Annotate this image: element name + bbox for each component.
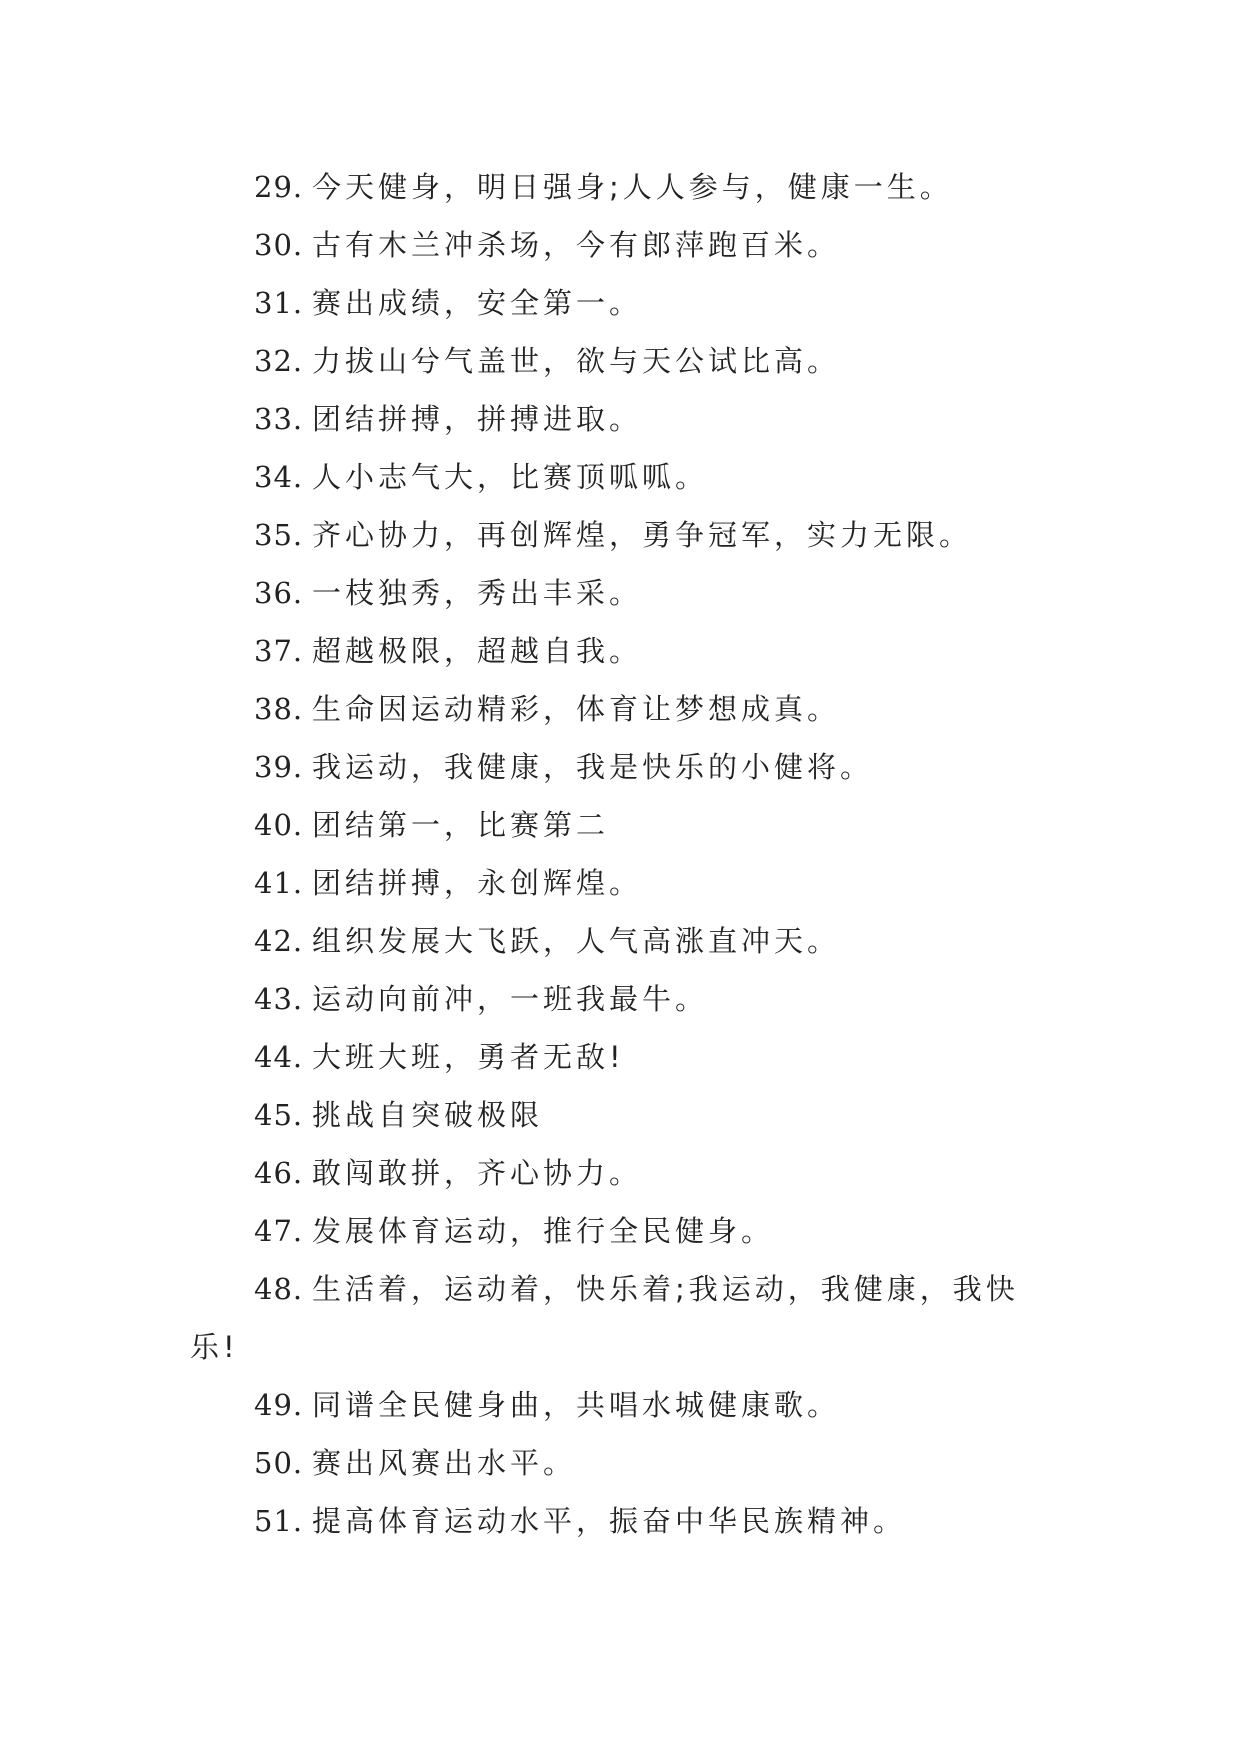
item-number: 36.	[254, 576, 304, 610]
list-item	[190, 1202, 1050, 1260]
item-text: 今天健身，明日强身;人人参与，健康一生。	[312, 170, 953, 204]
item-number: 30.	[254, 228, 304, 262]
item-text: 提高体育运动水平，振奋中华民族精神。	[312, 1504, 907, 1538]
item-text: 大班大班，勇者无敌!	[312, 1040, 625, 1074]
item-text: 赛出成绩，安全第一。	[312, 286, 643, 320]
slogan-list	[190, 158, 1050, 1550]
item-text: 同谱全民健身曲，共唱水城健康歌。	[312, 1388, 841, 1422]
item-text: 运动向前冲，一班我最牛。	[312, 982, 709, 1016]
item-number: 31.	[254, 286, 304, 320]
item-text: 组织发展大飞跃，人气高涨直冲天。	[312, 924, 841, 958]
item-text: 团结拼搏，拼搏进取。	[312, 402, 643, 436]
item-number: 44.	[254, 1040, 304, 1074]
item-number: 34.	[254, 460, 304, 494]
item-text: 团结第一，比赛第二	[312, 808, 610, 842]
item-text: 齐心协力，再创辉煌，勇争冠军，实力无限。	[312, 518, 973, 552]
item-number: 47.	[254, 1214, 304, 1248]
item-text: 力拔山兮气盖世，欲与天公试比高。	[312, 344, 841, 378]
item-number: 41.	[254, 866, 304, 900]
item-number: 46.	[254, 1156, 304, 1190]
list-item	[190, 158, 1050, 216]
item-text: 发展体育运动，推行全民健身。	[312, 1214, 775, 1248]
item-text: 团结拼搏，永创辉煌。	[312, 866, 643, 900]
item-text: 敢闯敢拼，齐心协力。	[312, 1156, 643, 1190]
list-item	[190, 1434, 1050, 1492]
item-number: 38.	[254, 692, 304, 726]
item-number: 48.	[254, 1272, 304, 1306]
item-number: 39.	[254, 750, 304, 784]
item-text: 超越极限，超越自我。	[312, 634, 643, 668]
item-number: 35.	[254, 518, 304, 552]
item-number: 37.	[254, 634, 304, 668]
list-item	[190, 1260, 1050, 1376]
list-item	[190, 1492, 1050, 1550]
list-item	[190, 564, 1050, 622]
item-text: 赛出风赛出水平。	[312, 1446, 577, 1480]
item-text: 挑战自突破极限	[312, 1098, 544, 1132]
list-item	[190, 680, 1050, 738]
list-item	[190, 448, 1050, 506]
item-number: 51.	[254, 1504, 304, 1538]
list-item	[190, 854, 1050, 912]
item-text: 一枝独秀，秀出丰采。	[312, 576, 643, 610]
list-item	[190, 970, 1050, 1028]
item-number: 40.	[254, 808, 304, 842]
list-item	[190, 738, 1050, 796]
list-item	[190, 1376, 1050, 1434]
list-item	[190, 912, 1050, 970]
item-text: 古有木兰冲杀场，今有郎萍跑百米。	[312, 228, 841, 262]
list-item	[190, 390, 1050, 448]
item-number: 29.	[254, 170, 304, 204]
list-item	[190, 1144, 1050, 1202]
list-item	[190, 1086, 1050, 1144]
list-item	[190, 622, 1050, 680]
list-item	[190, 216, 1050, 274]
item-number: 50.	[254, 1446, 304, 1480]
item-number: 42.	[254, 924, 304, 958]
item-text: 人小志气大，比赛顶呱呱。	[312, 460, 709, 494]
item-number: 49.	[254, 1388, 304, 1422]
item-number: 33.	[254, 402, 304, 436]
item-text: 生命因运动精彩，体育让梦想成真。	[312, 692, 841, 726]
list-item	[190, 506, 1050, 564]
list-item	[190, 796, 1050, 854]
item-text: 生活着，运动着，快乐着;我运动，我健康，我快乐!	[190, 1272, 1019, 1364]
item-number: 43.	[254, 982, 304, 1016]
item-text: 我运动，我健康，我是快乐的小健将。	[312, 750, 874, 784]
list-item	[190, 274, 1050, 332]
item-number: 32.	[254, 344, 304, 378]
list-item	[190, 332, 1050, 390]
list-item	[190, 1028, 1050, 1086]
item-number: 45.	[254, 1098, 304, 1132]
